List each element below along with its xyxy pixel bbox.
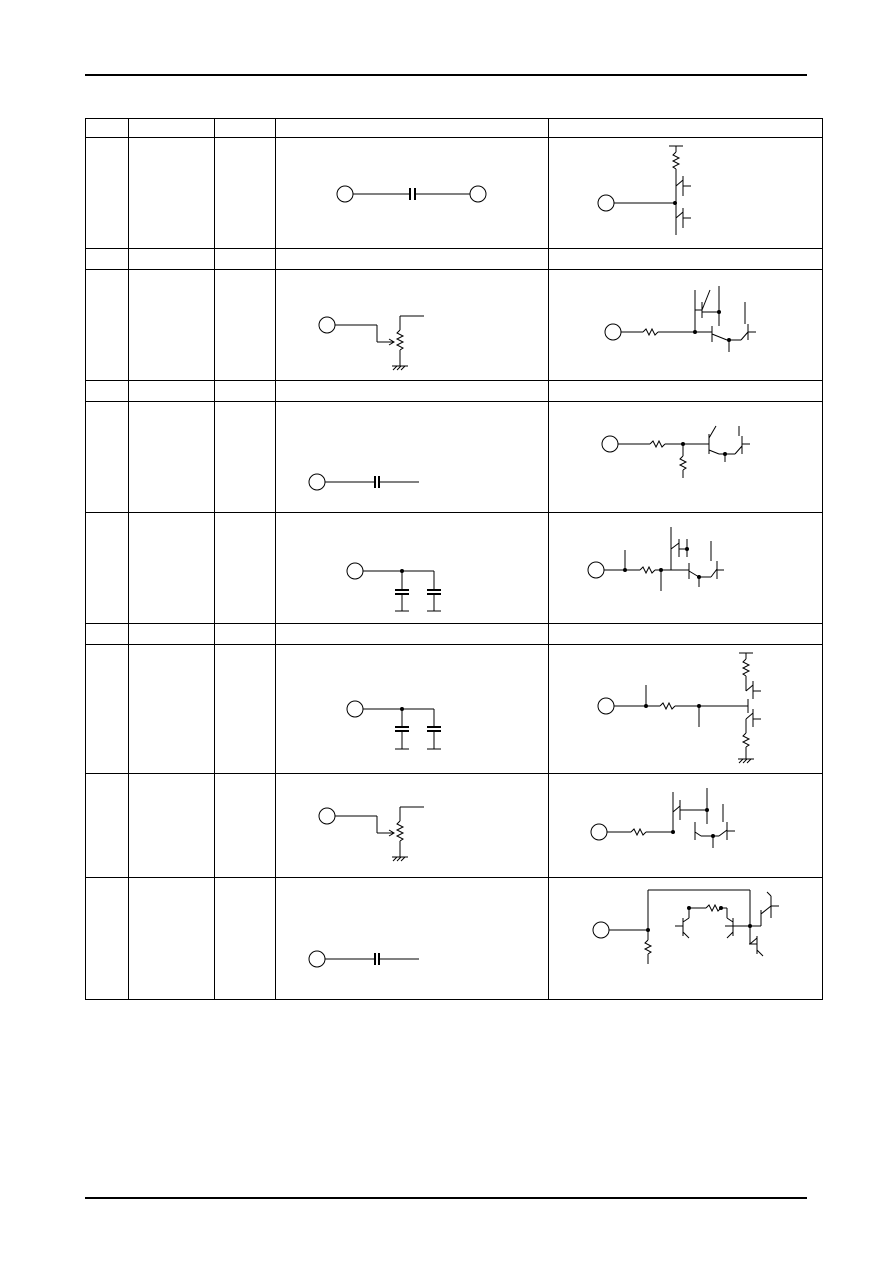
table-row xyxy=(86,513,823,624)
dual-capacitor-schematic xyxy=(276,645,548,773)
complex-stage-schematic xyxy=(549,878,822,999)
table-row xyxy=(86,249,823,270)
output-stage-schematic xyxy=(549,645,822,773)
table-row xyxy=(86,624,823,645)
series-capacitor-schematic xyxy=(276,878,548,999)
table-row xyxy=(86,402,823,513)
small-diff-pair-schematic xyxy=(549,774,822,877)
header-voltage xyxy=(215,119,276,138)
equivalent-circuit-diagram xyxy=(276,270,549,381)
dual-capacitor-schematic xyxy=(276,513,548,623)
equivalent-circuit-diagram xyxy=(276,138,549,249)
table-header-row xyxy=(86,119,823,138)
internal-circuit-diagram xyxy=(549,645,823,774)
internal-circuit-diagram xyxy=(549,513,823,624)
header-pin-no xyxy=(86,119,129,138)
equivalent-circuit-diagram xyxy=(276,878,549,1000)
equivalent-circuit-diagram xyxy=(276,645,549,774)
fed-diff-pair-schematic xyxy=(549,513,822,623)
differential-pair-schematic xyxy=(549,270,822,380)
internal-circuit-diagram xyxy=(549,270,823,381)
header-rule xyxy=(85,74,807,76)
internal-circuit-diagram xyxy=(549,878,823,1000)
table-row xyxy=(86,270,823,381)
footer-rule xyxy=(85,1197,807,1199)
biased-diff-pair-schematic xyxy=(549,402,822,512)
table-row xyxy=(86,645,823,774)
potentiometer-schematic xyxy=(276,774,548,877)
equivalent-circuit-diagram xyxy=(276,513,549,624)
series-capacitor-schematic xyxy=(276,402,548,512)
pin-description-table xyxy=(85,118,823,1000)
table-row xyxy=(86,138,823,249)
header-pin-name xyxy=(129,119,215,138)
header-internal-circuit xyxy=(549,119,823,138)
header-equivalent-circuit xyxy=(276,119,549,138)
equivalent-circuit-diagram xyxy=(276,774,549,878)
bias-buffer-schematic xyxy=(549,138,822,248)
table-row xyxy=(86,381,823,402)
internal-circuit-diagram xyxy=(549,774,823,878)
capacitor-link-schematic xyxy=(276,138,548,248)
table-row xyxy=(86,878,823,1000)
equivalent-circuit-diagram xyxy=(276,402,549,513)
internal-circuit-diagram xyxy=(549,402,823,513)
potentiometer-schematic xyxy=(276,270,548,380)
internal-circuit-diagram xyxy=(549,138,823,249)
table-row xyxy=(86,774,823,878)
